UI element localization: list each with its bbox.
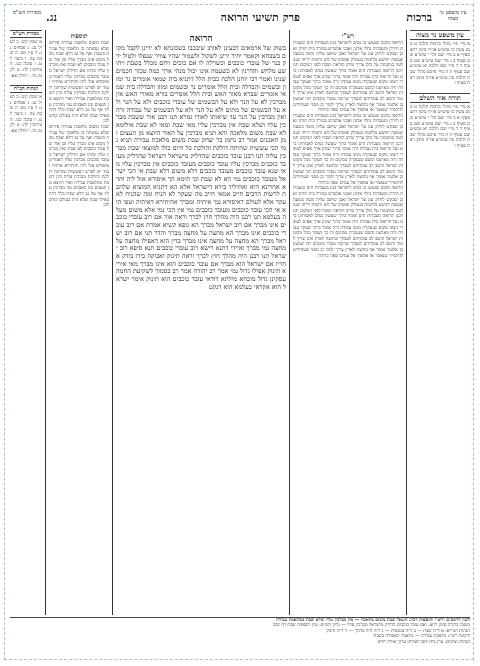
tosafot-heading: תוספות	[70, 33, 88, 40]
tosafot-text-cont: שבת משום מלאכת עבירה פירוש שלא נעשתה בו מלאכה של עבירה בשבת ואף על גב דלא שבת מכל מקום אינו מברך עליו וכן אור של עובד כוכבים לא שבת ואין מברכין עליו ומיהו אם הדליק ישראל מעובד כוכבים מברכין עליו דאמרינן איסורא אזל ליה והיתירא איתיה ועוד יש לפרש דעששית שהיתה דולקת והולכת מברכין עליה כיון דשבת ממלאכת עבירה ואור היוצא מן העצים ומן האבנים נמי מברכין עליו אף על גב דלא שבת כלל דהוי כאילו שבת שלא היה בעולם קודם לכן	[49, 124, 109, 209]
left-margin-heading-2: הגהות הב"ח	[10, 85, 42, 93]
header-mark-left: מסורת הש"ס	[12, 10, 42, 16]
left-margin-heading: מסורת הש"ס	[10, 30, 42, 38]
rashi-text: הרואה מקום שנעשו בו נסים לישראל כגון מעברות הים ומעברות הירדן ומעברות נחלי ארנון ואבני אלגביש במורד בית חורון ואבן שבקש לזרוק עוג על ישראל ואבן שישב עליה משה בשעה שעשה יהושע מלחמה בעמלק ואשתו של לוט וחומת יריחו שנבלעה במקומה על כולן צריך שיתן הודאה ושבח לפני המקום תנו רבנן הרואה מעברות הים אומר ברוך שעשה נסים לאבותינו בים ועל הרואה בית עבודה זרה אומר ברוך שנתן ארך אפים לעוברי רצונו מקום שנעקרה ממנו עבודה זרה אומר ברוך שעקר עבודה זרה מארצנו וכשם שנעקרה ממקום זה כך תעקר מכל מקומות ישראל והשב לב עובדיהם לעבדך ובחוצה לארץ אינו צריך לומר והשב לב עובדיהם לעבדך שרובה עובדי כוכבים רבי שמעון בן אלעזר אומר אף בחוצה לארץ צריך לומר כן מפני שעתידים להתגייר שנאמר אז אהפוך אל עמים שפה ברורה	[293, 41, 403, 114]
page-header	[10, 10, 470, 28]
rashi-heading: רש"י	[342, 33, 354, 40]
rashi-column	[293, 30, 403, 615]
header-mark-right: עין משפט נר מצוה	[439, 10, 467, 22]
right-margin-text: א מיי׳ פ״י מהל׳ ברכות הלכה ט סמג עשין כז טוש״ע או״ח סימן רחצ סעיף א ב מיי׳ שם הל׳ י טוש״ע שם סעיף ב ג מיי׳ שם טוש״ע שם סעיף ד ד מיי׳ שם הלכה יא טוש״ע שם סעיף ה ה מיי׳ פ״כט מהל׳ שבת הלכה כה טוש״ע או״ח סימן רצח סעיף ו	[410, 42, 470, 87]
page-footer	[10, 617, 470, 656]
header-chapter: פרק תשיעי הרואה	[220, 11, 300, 24]
column-rule	[289, 30, 290, 615]
rashi-text-cont-2: הרואה מקום שנעשו בו נסים לישראל כגון מעברות הים ומעברות הירדן ומעברות נחלי ארנון ואבני אלגביש במורד בית חורון ואבן שבקש לזרוק עוג על ישראל ואבן שישב עליה משה בשעה שעשה יהושע מלחמה בעמלק ואשתו של לוט וחומת יריחו שנבלעה במקומה על כולן צריך שיתן הודאה ושבח לפני המקום תנו רבנן הרואה מעברות הים אומר ברוך שעשה נסים לאבותינו בים ועל הרואה בית עבודה זרה אומר ברוך שנתן ארך אפים לעוברי רצונו מקום שנעקרה ממנו עבודה זרה אומר ברוך שעקר עבודה זרה מארצנו וכשם שנעקרה ממקום זה כך תעקר מכל מקומות ישראל והשב לב עובדיהם לעבדך ובחוצה לארץ אינו צריך לומר והשב לב עובדיהם לעבדך שרובה עובדי כוכבים רבי שמעון בן אלעזר אומר אף בחוצה לארץ צריך לומר כן מפני שעתידים להתגייר שנאמר אז אהפוך אל עמים שפה ברורה	[293, 186, 403, 259]
left-margin-text-2: א שבת קיב: ב לעיל נב: ג פסחים נג: ד ע״ז מב: ה שבת צה. ו ביצה לט. ז סוכה כט. ח עירובין לה: ט לקמן נח. י חולין צא:	[10, 95, 42, 134]
header-folio: נג.	[46, 11, 58, 24]
left-margin-column	[10, 30, 42, 615]
gemara-opening-word: הרואה	[189, 34, 213, 44]
column-rule	[112, 30, 113, 615]
header-tractate: ברכות	[406, 11, 432, 24]
right-margin-text-2: א מיי׳ פ״י מהל׳ ברכות הלכה ט סמג עשין כז טוש״ע או״ח סימן רחצ סעיף א ב מיי׳ שם הל׳ י טוש״ע שם סעיף ב ג מיי׳ שם טוש״ע שם סעיף ד ד מיי׳ שם הלכה יא טוש״ע שם סעיף ה ה מיי׳ פ״כט מהל׳ שבת הלכה כה טוש״ע או״ח סימן רצח סעיף ו	[410, 104, 470, 149]
right-margin-column	[410, 30, 470, 615]
gemara-text: בשוק של ארמאים דבעינן לאותן שיבכבו בשכונתא לא ירינן לקבל מקום בשבחא וקאמר יחיד ירינן לשקול ולשמור שהיו צוויר שנפלו ולטול ירק בנר של עובדי כוכבים וכשרלה לו אם כזכים ויחם מכלל בשבת ויהושע מלחש והדרנין לא כשעמה אינו יכול מנהי ארך כמה טכוך חכמים שנינו ואמר רבי יוחנן הלכה כבית הלל דתניא בית שמאי אומרים נר ומזון ובשמים והבדלה ובית הלל אומרים נר ובשמים ומזון והבדלה בית שמאי אומרים שברא מאור האש ובית הלל אומרים בורא מאורי האש אין מברכין לא על הנר ולא על הבשמים של עובדי כוכבים ולא על הנר ולא על הבשמים של מתים ולא על הנר ולא על הבשמים של עבודה זרה ואין מברכין על הנר עד שיאותו לאורו גמרא תנו רבנן אור ששבת מברכין עליו ושלא שבת אין מברכין עליו מאי שבת ומאי לא שבת אילימא לא שבת משום מלאכה והא תניא מברכין על האור היוצא מן העצים ומן האבנים אמר רב נחמן בר יצחק שבת משום מלאכת עבירה תניא נמי הכי עששית שהיתה דולקת והולכת כל היום כולו למוצאי שבת מברכין עליה תנו רבנן עובד כוכבים שהדליק מישראל וישראל שהדליק מעובד כוכבים מברכין עליו עובד כוכבים מעובד כוכבים אין מברכין עליו מאי שנא עובד כוכבים מעובד כוכבים דלא משום דלא שבת אי הכי ישראל מעובד כוכבים נמי הא לא שבת וכי תימא הך איסורא אזל ליה וחדא אחרינא היא ואתיליד בידא דישראל אלא הא דתניא המוציא שלהבת לרשות הרבים חייב אמאי חייב מה שעקר לא הניח ומה שהניח לא עקר אלא לעולם דאיסורא נמי איתיה ומברך אהיתירא דאיתיה וטפי הוא אי הכי עובד כוכבים מעובד כוכבים נמי אין הכי נמי אלא משום מעלה בעלמא תנו רבנן היה מהלך חוץ לכרך וראה אור אם רוב עובדי כוכבים אינו מברך אם רוב ישראל מברך הא גופא קשיא אמרת אם רוב עובדי כוכבים אינו מברך הא מחצה על מחצה מברך והדר תני אם רוב ישראל מברך הא מחצה על מחצה אינו מברך בדין הוא דאפילו מחצה על מחצה נמי מברך ואיידי דתנא רישא רוב עובדי כוכבים תנא סיפא רוב ישראל תנו רבנן היה מהלך חוץ לכרך וראה תינוק ואבוקה בידו בודק אחריו אם ישראל הוא מברך אם עובד כוכבים הוא אינו מברך מאי איריא תינוק אפילו גדול נמי אמר רב יהודה אמר רב בסמוך לשקיעת החמה עסקינן גדול מוכחא מילתא דודאי עובד כוכבים הוא תינוק אימר ישראל הוא אקראי בעלמא הוא דנקט	[116, 44, 286, 291]
right-margin-heading: עין משפט נר מצוה	[410, 30, 470, 40]
gemara-column	[116, 30, 286, 615]
footer-line-1: לשון הרמב״ם ורש״י ותוספות רבינו חננאל שבת משום מלאכה — אין מברכין עליו שלא שבת ממלאכת עבירה	[276, 618, 470, 623]
tosafot-column	[49, 30, 109, 615]
column-rule	[45, 30, 46, 615]
tosafot-text: שבת משום מלאכת עבירה פירוש שלא נעשתה בו מלאכה של עבירה בשבת ואף על גב דלא שבת מכל מקום אינו מברך עליו וכן אור של עובד כוכבים לא שבת ואין מברכין עליו ומיהו אם הדליק ישראל מעובד כוכבים מברכין עליו דאמרינן איסורא אזל ליה והיתירא איתיה ועוד יש לפרש דעששית שהיתה דולקת והולכת מברכין עליה כיון דשבת ממלאכת עבירה ואור היוצא מן העצים ומן האבנים נמי מברכין עליו אף על גב דלא שבת כלל דהוי כאילו שבת שלא היה בעולם קודם לכן	[49, 41, 109, 125]
left-margin-text: א שבת קיב: ב לעיל נב: ג פסחים נג: ד ע״ז מב: ה שבת צה. ו ביצה לט. ז סוכה כט. ח עירובין לה: ט לקמן נח. י חולין צא:	[10, 40, 42, 79]
rashi-text-cont: הרואה מקום שנעשו בו נסים לישראל כגון מעברות הים ומעברות הירדן ומעברות נחלי ארנון ואבני אלגביש במורד בית חורון ואבן שבקש לזרוק עוג על ישראל ואבן שישב עליה משה בשעה שעשה יהושע מלחמה בעמלק ואשתו של לוט וחומת יריחו שנבלעה במקומה על כולן צריך שיתן הודאה ושבח לפני המקום תנו רבנן הרואה מעברות הים אומר ברוך שעשה נסים לאבותינו בים ועל הרואה בית עבודה זרה אומר ברוך שנתן ארך אפים לעוברי רצונו מקום שנעקרה ממנו עבודה זרה אומר ברוך שעקר עבודה זרה מארצנו וכשם שנעקרה ממקום זה כך תעקר מכל מקומות ישראל והשב לב עובדיהם לעבדך ובחוצה לארץ אינו צריך לומר והשב לב עובדיהם לעבדך שרובה עובדי כוכבים רבי שמעון בן אלעזר אומר אף בחוצה לארץ צריך לומר כן מפני שעתידים להתגייר שנאמר אז אהפוך אל עמים שפה ברורה	[293, 113, 403, 186]
footer-line-3: הגהות הגר״א: א ד״ה שבת — ב ד״ה עששית — ג ד״ה היה מהלך — ד ד״ה תינוק	[326, 628, 470, 634]
footer-line-5: הגהות וציונים: עיין בית יוסף ושולחן ערוך אורח חיים	[377, 639, 470, 645]
column-rule	[406, 30, 407, 615]
talmud-page	[10, 10, 470, 656]
footer-line-4: ליקוטי רש״י: מלאכת עבירה — מלאכה האסורה בשבת	[373, 634, 470, 640]
footer-line-2: משנה ברורה סימן רחצ: ואם עובד כוכבים הדליק מישראל מברכין עליו — גליון הש״ס: עיין תוספות שבת דף קכב	[272, 623, 470, 629]
right-margin-heading-2: תורה אור השלם	[410, 93, 470, 103]
